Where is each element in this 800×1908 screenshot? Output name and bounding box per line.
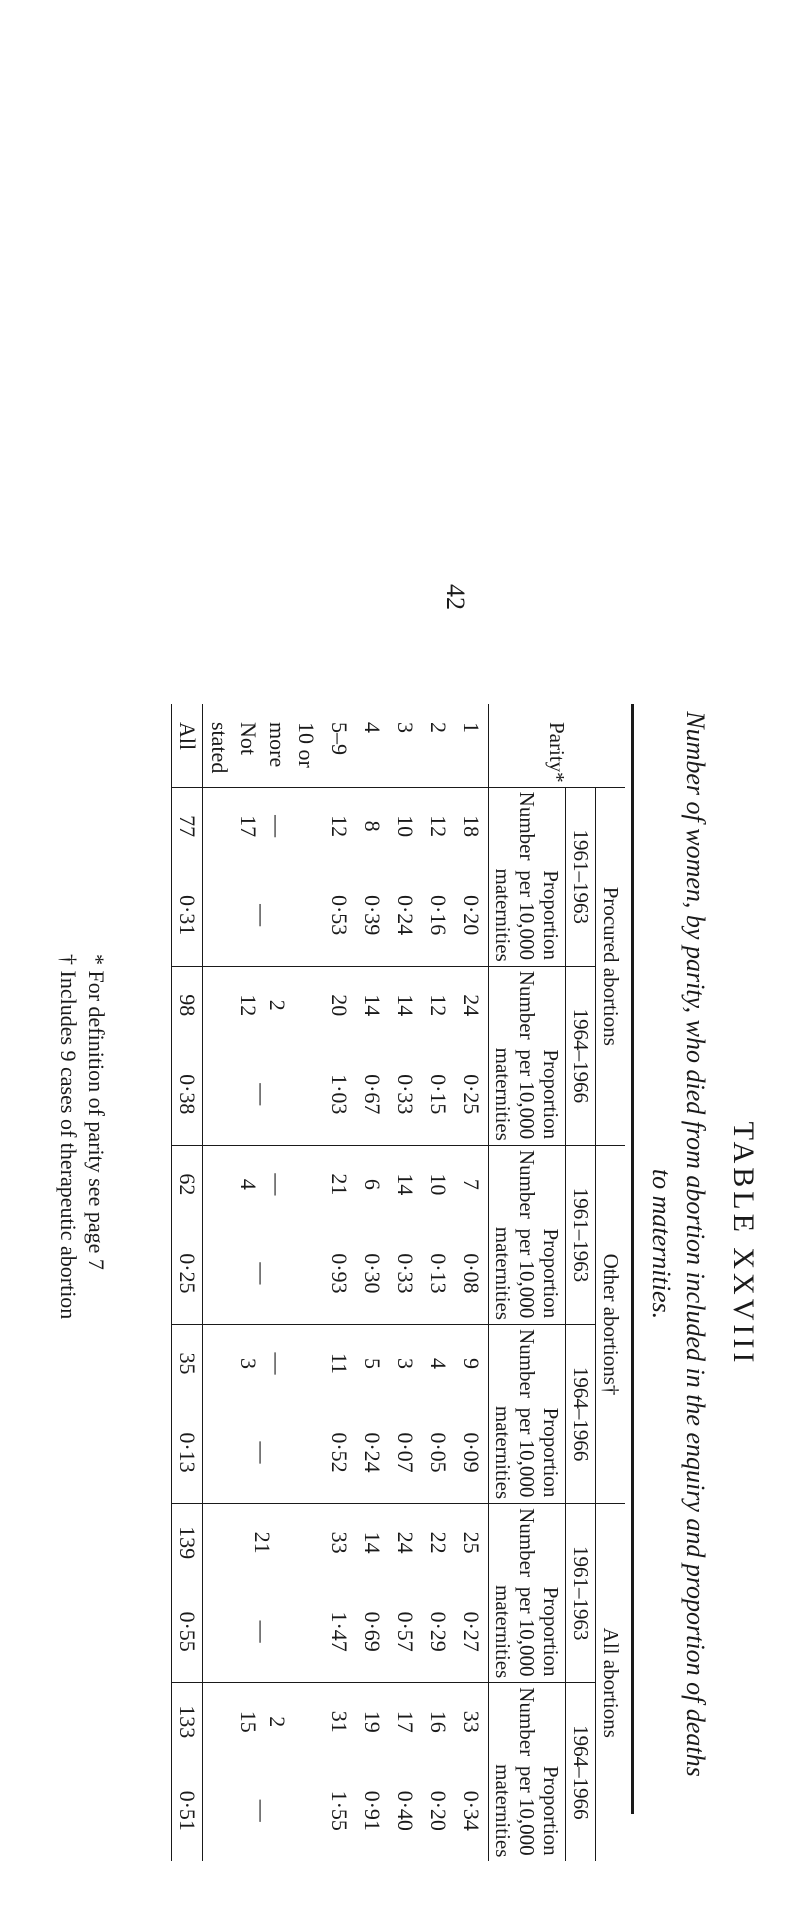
proportion-cell: 0·16 [426,894,451,936]
procured-header: Procured abortions [596,787,626,1145]
parity-header: Parity* [489,704,626,787]
number-cell: 20 [323,966,356,1043]
number-cell: 3 [389,1325,422,1402]
proportion-cell: 1·47 [327,1611,352,1652]
proportion-cell: 1·55 [327,1790,352,1831]
period-header: 1964–1966 [566,1683,596,1862]
table-row [323,704,356,1861]
rotated-page [0,554,800,1908]
number-cell: 17 [389,1683,422,1760]
other-header: Other abortions† [596,1145,626,1503]
number-subheader: Number [489,966,566,1043]
proportion-cell: 1·03 [327,1074,352,1115]
number-cell: 10 [422,1145,455,1222]
parity-cell: 2 [426,722,451,733]
table-row [203,704,324,1861]
table-row [389,704,422,1861]
number-cell: 133 [172,1683,203,1760]
proportion-subheader: Proportion per 10,000 maternities [489,865,566,967]
proportion-cell: 0·53 [327,894,352,936]
number-cell: 14 [389,966,422,1043]
number-cell: 14 [356,1504,389,1581]
number-cell: 98 [172,966,203,1043]
proportion-cell: 0·31 [172,865,203,967]
number-cell: 4 [422,1325,455,1402]
proportion-subheader: Proportion per 10,000 maternities [489,1581,566,1683]
proportion-subheader: Proportion per 10,000 maternities [489,1044,566,1146]
parity-cell: 4 [360,722,385,733]
proportion-cell: 0·09 [459,1432,484,1473]
parity-cell: 10 or more Not stated [207,722,319,774]
period-header: 1961–1963 [566,1145,596,1324]
table-title: TABLE XXVIII [727,1121,760,1367]
number-cell: 33 [455,1683,489,1760]
footnote-therapeutic: † Includes 9 cases of therapeutic abortion [56,954,81,1320]
number-subheader: Number [489,787,566,864]
proportion-cell: — [250,1441,276,1464]
proportion-cell: — [250,1799,276,1822]
proportion-cell: 0·93 [327,1253,352,1294]
total-row [172,704,203,1861]
number-cell: — 4 [203,1145,324,1222]
proportion-cell: 0·13 [426,1253,451,1294]
proportion-cell: 0·24 [393,894,418,936]
number-subheader: Number [489,1145,566,1222]
table-row [356,704,389,1861]
number-cell: 62 [172,1145,203,1222]
number-cell: 12 [422,787,455,864]
number-cell: 11 [323,1325,356,1402]
number-cell: 14 [389,1145,422,1222]
parity-cell: 5–9 [327,722,352,755]
number-cell: 18 [455,787,489,864]
number-cell: 16 [422,1683,455,1760]
proportion-cell: 0·67 [360,1074,385,1115]
number-cell: 5 [356,1325,389,1402]
proportion-cell: 0·27 [459,1611,484,1652]
number-cell: 9 [455,1325,489,1402]
number-cell: — 3 [203,1325,324,1402]
number-cell: 7 [455,1145,489,1222]
parity-cell: 1 [459,722,484,733]
proportion-cell: 0·33 [393,1074,418,1115]
number-cell: 12 [422,966,455,1043]
proportion-cell: 0·24 [360,1432,385,1473]
number-cell: 8 [356,787,389,864]
period-header: 1961–1963 [566,787,596,966]
proportion-cell: 0·20 [459,894,484,936]
number-subheader: Number [489,1504,566,1581]
table-body [172,704,489,1861]
number-cell: 24 [455,966,489,1043]
proportion-subheader: Proportion per 10,000 maternities [489,1223,566,1325]
number-cell: 33 [323,1504,356,1581]
number-cell: 10 [389,787,422,864]
proportion-cell: 0·34 [459,1790,484,1831]
proportion-cell: 0·30 [360,1253,385,1294]
number-cell: 25 [455,1504,489,1581]
proportion-cell: 0·20 [426,1790,451,1831]
number-cell: 6 [356,1145,389,1222]
proportion-cell: 0·38 [172,1044,203,1146]
proportion-cell: 0·52 [327,1432,352,1473]
proportion-cell: 0·05 [426,1432,451,1473]
number-subheader: Number [489,1325,566,1402]
proportion-cell: 0·07 [393,1432,418,1473]
subheader-row [489,704,566,1861]
number-cell: 2 12 [203,966,324,1043]
number-cell: 12 [323,787,356,864]
period-header-row [566,704,596,1861]
proportion-cell: — [250,1262,276,1285]
footnotes [54,954,110,1754]
all-abortions-header: All abortions [596,1504,626,1862]
number-cell: 35 [172,1325,203,1402]
number-cell: 2 15 [203,1683,324,1760]
number-cell: 139 [172,1504,203,1581]
proportion-subheader: Proportion per 10,000 maternities [489,1402,566,1504]
proportion-cell: 0·51 [172,1760,203,1861]
number-cell: 24 [389,1504,422,1581]
page-number: 42 [441,584,470,610]
proportion-cell: 0·25 [172,1223,203,1325]
number-cell: 19 [356,1683,389,1760]
proportion-cell: 0·91 [360,1790,385,1831]
footnote-parity: * For definition of parity see page 7 [84,954,109,1270]
period-header: 1964–1966 [566,966,596,1145]
abortion-table [171,704,625,1861]
number-cell: 21 [203,1504,324,1581]
proportion-cell: 0·25 [459,1074,484,1115]
proportion-cell: 0·69 [360,1611,385,1652]
top-rule [631,704,634,1814]
proportion-cell: — [250,1620,276,1643]
number-cell: 31 [323,1683,356,1760]
period-header: 1961–1963 [566,1504,596,1683]
proportion-cell: 0·33 [393,1253,418,1294]
group-header-row [596,704,626,1861]
number-cell: 14 [356,966,389,1043]
proportion-cell: 0·55 [172,1581,203,1683]
proportion-cell: — [250,1083,276,1106]
proportion-cell: 0·13 [172,1402,203,1504]
table-row [455,704,489,1861]
parity-cell: 3 [393,722,418,733]
number-subheader: Number [489,1683,566,1760]
table-row [422,704,455,1861]
table-caption-line1: Number of women, by parity, who died from abortion included in the enquiry and proportion of deaths [681,711,710,1777]
table-caption-line2: to maternities. [647,1168,676,1320]
proportion-cell: 0·08 [459,1253,484,1294]
proportion-cell: 0·57 [393,1611,418,1652]
number-cell: 21 [323,1145,356,1222]
proportion-subheader: Proportion per 10,000 maternities [489,1760,566,1861]
number-cell: — 17 [203,787,324,864]
proportion-cell: — [250,904,276,927]
period-header: 1964–1966 [566,1325,596,1504]
number-cell: 77 [172,787,203,864]
parity-cell: All [172,704,203,787]
number-cell: 22 [422,1504,455,1581]
proportion-cell: 0·29 [426,1611,451,1652]
proportion-cell: 0·39 [360,894,385,936]
proportion-cell: 0·15 [426,1074,451,1115]
proportion-cell: 0·40 [393,1790,418,1831]
